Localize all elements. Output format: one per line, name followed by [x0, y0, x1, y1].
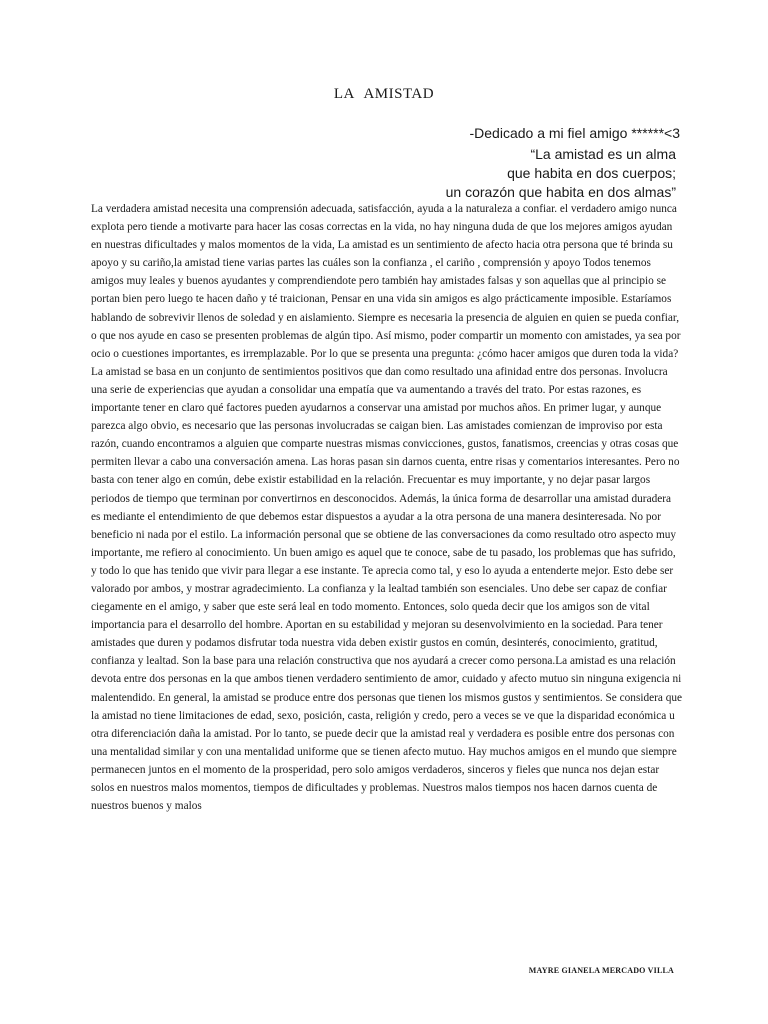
dedication — [280, 124, 680, 143]
quote-line: que habita en dos cuerpos; — [507, 165, 676, 181]
epigraph-quote — [256, 145, 676, 202]
document-title: LA AMISTAD — [333, 86, 435, 102]
quote-line: “La amistad es un alma — [530, 146, 676, 162]
quote-line: un corazón que habita en dos almas” — [445, 184, 676, 200]
body-paragraph: La verdadera amistad necesita una comprensión adecuada, satisfacción, ayuda a la naturaleza a confiar. el verdadero amigo nunca explota pero tiende a motivarte para hacer las cosas correctas en la vida, no hay ninguna duda de que los mejores amigos ayudan en nuestras dificultades y malos momentos de la vida, La amistad es un sentimiento de afecto hacia otra persona que té brinda su apoyo y su cariño,la amistad tiene varias partes las cuáles son la confianza , el cariño , comprensión y apoyo Todos tenemos amigos muy leales y buenos ayudantes y comprendiendote pero también hay amistades falsas y son aquellas que al principio se portan bien pero luego te hacen daño y té traicionan, Pensar en una vida sin amigos es algo prácticamente imposible. Estaríamos hablando de sobrevivir llenos de soledad y en aislamiento. Siempre es necesaria la presencia de alguien en quien se pueda confiar, o que nos ayude en caso se presenten problemas de algún tipo. Así mismo, poder compartir un momento con amistades, ya sea por ocio o cuestiones importantes, es irremplazable. Por lo que se presenta una pregunta: ¿cómo hacer amigos que duren toda la vida? La amistad se basa en un conjunto de sentimientos positivos que dan como resultado una afinidad entre dos personas. Involucra una serie de experiencias que ayudan a consolidar una empatía que va aumentando a través del trato. Por estas razones, es importante tener en claro qué factores pueden ayudarnos a conservar una amistad por muchos años. En primer lugar, y aunque parezca algo obvio, es necesario que las personas involucradas se caigan bien. Las amistades comienzan de improviso por esta razón, cuando encontramos a alguien que comparte nuestras mismas convicciones, gustos, fanatismos, creencias y otras cosas que permiten llevar a cabo una conversación amena. Las horas pasan sin darnos cuenta, entre risas y comentarios interesantes. Pero no basta con tener algo en común, debe existir estabilidad en la relación. Frecuentar es muy importante, y no dejar pasar largos periodos de tiempo que terminan por convertirnos en desconocidos. Además, la única forma de desarrollar una amistad duradera es mediante el entendimiento de que debemos estar dispuestos a ayudar a la otra persona de una manera desinteresada. No por beneficio ni nada por el estilo. La información personal que se obtiene de las conversaciones da como resultado otro aspecto muy importante, me refiero al conocimiento. Un buen amigo es aquel que te conoce, sabe de tu pasado, los problemas que has sufrido, y todo lo que has tenido que vivir para llegar a ese instante. Te aprecia como tal, y eso lo ayuda a entenderte mejor. Esto debe ser valorado por ambos, y mostrar agradecimiento. La confianza y la lealtad también son esenciales. Uno debe ser capaz de confiar ciegamente en el amigo, y saber que este será leal en todo momento. Entonces, solo queda decir que los amigos son de vital importancia para el desarrollo del hombre. Aportan en su estabilidad y mejoran su desenvolvimiento en la sociedad. Para tener amistades que duren y podamos disfrutar toda nuestra vida deben existir gustos en común, desinterés, conocimiento, gratitud, confianza y lealtad. Son la base para una relación constructiva que nos ayudará a crecer como persona.La amistad es una relación devota entre dos personas en la que ambos tienen verdadero sentimiento de amor, cuidado y afecto mutuo sin ninguna exigencia ni malentendido. En general, la amistad se produce entre dos personas que tienen los mismos gustos y sentimientos. Se considera que la amistad no tiene limitaciones de edad, sexo, posición, casta, religión y credo, pero a veces se ve que la disparidad económica u otra diferenciación daña la amistad. Por lo tanto, se puede decir que la amistad real y verdadera es posible entre dos personas con una mentalidad similar y con una mentalidad uniforme que se tienen afecto mutuo. Hay muchos amigos en el mundo que siempre permanecen juntos en el momento de la prosperidad, pero solo amigos verdaderos, sinceros y fieles que nunca nos dejan estar solos en nuestros malos momentos, tiempos de dificultades y problemas. Nuestros malos tiempos nos hacen darnos cuenta de nuestros buenos y malos — [91, 203, 683, 813]
author-signature: MAYRE GIANELA MERCADO VILLA — [528, 966, 674, 975]
dedication-text: -Dedicado a mi fiel amigo ******<3 — [469, 125, 680, 141]
